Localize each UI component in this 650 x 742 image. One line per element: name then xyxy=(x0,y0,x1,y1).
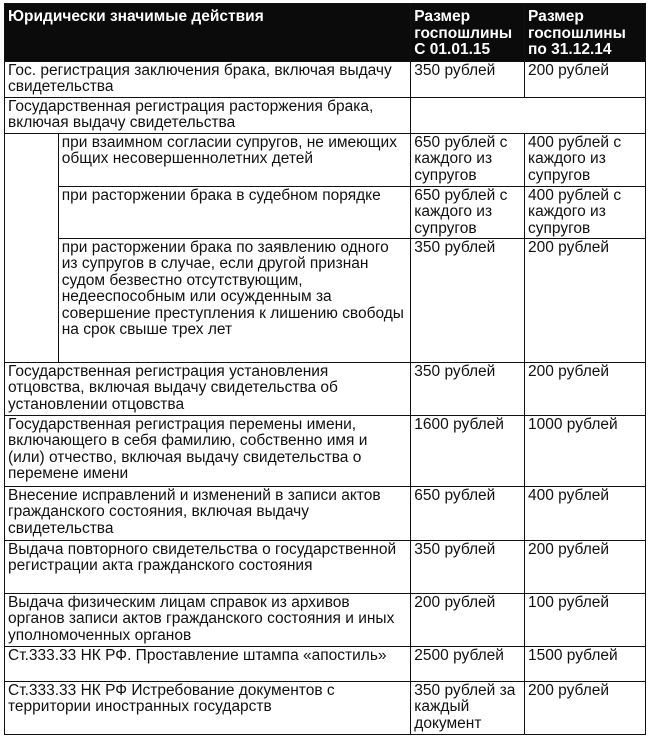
row-description: Ст.333.33 НК РФ. Проставление штампа «апостиль» xyxy=(5,646,411,681)
table-row xyxy=(5,186,646,238)
row-fee-old: 400 рублей xyxy=(525,486,646,540)
row-fee-old: 200 рублей xyxy=(525,540,646,593)
header-actions: Юридически значимые действия xyxy=(5,4,411,62)
row-fee-old: 200 рублей xyxy=(525,681,646,734)
row-fee-old: 1500 рублей xyxy=(525,646,646,681)
row-fee-old: 1000 рублей xyxy=(525,415,646,486)
row-description: Государственная регистрация расторжения брака, включая выдачу свидетельства xyxy=(5,97,411,133)
table-row xyxy=(5,97,646,133)
row-fee-old: 100 рублей xyxy=(525,593,646,646)
row-fee-new: 650 рублей xyxy=(411,486,525,540)
indent-cell xyxy=(5,133,59,362)
row-fee-new: 350 рублей xyxy=(411,61,525,97)
row-fee-old: 400 рублей с каждого из супругов xyxy=(525,133,646,186)
table-row xyxy=(5,646,646,681)
table-row xyxy=(5,486,646,540)
row-fee-old: 200 рублей xyxy=(525,61,646,97)
row-fee-new: 350 рублей за каждый документ xyxy=(411,681,525,734)
row-description: Ст.333.33 НК РФ Истребование документов с территории иностранных государств xyxy=(5,681,411,734)
header-fee-old: Размер госпошлины по 31.12.14 xyxy=(525,4,646,62)
row-fee-new: 1600 рублей xyxy=(411,415,525,486)
row-fee-new: 2500 рублей xyxy=(411,646,525,681)
row-description: при расторжении брака по заявлению одного из супругов в случае, если другой признан судом безвестно отсутствующим, недееспособным или осужденным за совершение преступления к лишению свободы на срок свыше трех лет xyxy=(58,238,411,362)
row-fee-new: 650 рублей с каждого из супругов xyxy=(411,133,525,186)
row-description: Выдача физическим лицам справок из архивов органов записи актов гражданского состояния и иных уполномоченных органов xyxy=(5,593,411,646)
row-description: Гос. регистрация заключения брака, включая выдачу свидетельства xyxy=(5,61,411,97)
row-description: Государственная регистрация перемены имени, включающего в себя фамилию, собственно имя и (или) отчество, включая выдачу свидетельства о перемене имени xyxy=(5,415,411,486)
row-description: при расторжении брака в судебном порядке xyxy=(58,186,411,238)
fee-table-container xyxy=(4,3,646,735)
row-fee-old: 200 рублей xyxy=(525,362,646,415)
row-fee-empty xyxy=(411,97,646,133)
row-fee-new: 350 рублей xyxy=(411,238,525,362)
row-fee-old: 200 рублей xyxy=(525,238,646,362)
table-row xyxy=(5,61,646,97)
row-description: Выдача повторного свидетельства о государственной регистрации акта гражданского состояния xyxy=(5,540,411,593)
header-fee-new: Размер госпошлины С 01.01.15 xyxy=(411,4,525,62)
state-fee-table xyxy=(4,3,646,735)
table-row xyxy=(5,681,646,734)
row-fee-old: 400 рублей с каждого из супругов xyxy=(525,186,646,238)
table-row xyxy=(5,133,646,186)
table-header-row xyxy=(5,4,646,62)
row-fee-new: 200 рублей xyxy=(411,593,525,646)
table-row xyxy=(5,362,646,415)
row-fee-new: 650 рублей с каждого из супругов xyxy=(411,186,525,238)
row-fee-new: 350 рублей xyxy=(411,362,525,415)
row-description: при взаимном согласии супругов, не имеющих общих несовершеннолетних детей xyxy=(58,133,411,186)
row-description: Внесение исправлений и изменений в записи актов гражданского состояния, включая выдачу свидетельства xyxy=(5,486,411,540)
table-row xyxy=(5,593,646,646)
table-row xyxy=(5,238,646,362)
row-fee-new: 350 рублей xyxy=(411,540,525,593)
table-row xyxy=(5,540,646,593)
row-description: Государственная регистрация установления отцовства, включая выдачу свидетельства об установлении отцовства xyxy=(5,362,411,415)
table-row xyxy=(5,415,646,486)
